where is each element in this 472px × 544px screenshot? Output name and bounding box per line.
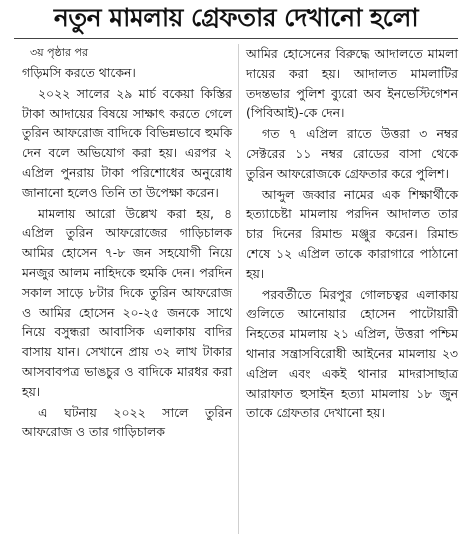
article-paragraph: পরবর্তীতে মিরপুর গোলচত্বর এলাকায় গুলিতে আনোয়ার হোসেন পাটোয়ারী নিহতের মামলায় ২১ এপ্রিল, উত্তরা পশ্চিম থানার সন্ত্রাসবিরোধী আইনের মামলায় ২৩ এপ্রিল এবং একই থানার মাদরাসাছাত্র আরাফাত হুসাইন হত্যা মামলায় ১৮ জুন তাকে গ্রেফতার দেখানো হয়।: [246, 286, 458, 421]
headline-rule: [14, 38, 458, 39]
article-headline: নতুন মামলায় গ্রেফতার দেখানো হলো: [53, 3, 419, 32]
article-paragraph: ২০২২ সালের ২৯ মার্চ বকেয়া কিস্তির টাকা আদায়ের বিষয়ে সাক্ষাৎ করতে গেলে তুরিন আফরোজ বাদিকে বিভিন্নভাবে হুমকি দেন বলে অভিযোগ করা হয়। এরপর ২ এপ্রিল পুনরায় টাকা পরিশোধের অনুরোধ জানানো হলেও তিনি তা উপেক্ষা করেন।: [22, 85, 232, 200]
column-divider: [238, 44, 239, 534]
article-paragraph: গত ৭ এপ্রিল রাতে উত্তরা ৩ নম্বর সেক্টরের ১১ নম্বর রোডের বাসা থেকে তুরিন আফরোজকে গ্রেফতার করে পুলিশ।: [246, 126, 458, 181]
article-paragraph: আব্দুল জব্বার নামের এক শিক্ষার্থীকে হত্যাচেষ্টা মামলায় পরদিন আদালত তার চার দিনের রিমান্ড মঞ্জুর করেন। রিমান্ড শেষে ১২ এপ্রিল তাকে কারাগারে পাঠানো হয়।: [246, 186, 458, 281]
continued-from-note: ৩য় পৃষ্ঠার পর: [30, 46, 89, 59]
article-column-right: [246, 44, 458, 423]
article-paragraph: এ ঘটনায় ২০২২ সালে তুরিন আফরোজ ও তার গাড়িচালক: [22, 404, 232, 440]
article-column-left: [22, 44, 232, 442]
article-paragraph: গড়িমসি করতে থাকেন।: [22, 65, 136, 80]
article-paragraph: আমির হোসেনের বিরুদ্ধে আদালতে মামলা দায়ের করা হয়। আদালত মামলাটির তদন্তভার পুলিশ ব্যুরো অব ইনভেস্টিগেশন (পিবিআই)-কে দেন।: [246, 46, 458, 121]
article-paragraph: মামলায় আরো উল্লেখ করা হয়, ৪ এপ্রিল তুরিন আফরোজের গাড়িচালক আমির হোসেন ৭-৮ জন সহযোগী নিয়ে মনজুর আলম নাহিদকে হুমকি দেন। পরদিন সকাল সাড়ে ৮টার দিকে তুরিন আফরোজ ও আমির হোসেন ২০-২৫ জনকে সাথে নিয়ে বসুন্ধরা আবাসিক এলাকায় বাদির বাসায় যান। সেখানে প্রায় ৩২ লাখ টাকার আসবাবপত্র ভাঙচুর ও বাদিকে মারধর করা হয়।: [22, 205, 232, 399]
